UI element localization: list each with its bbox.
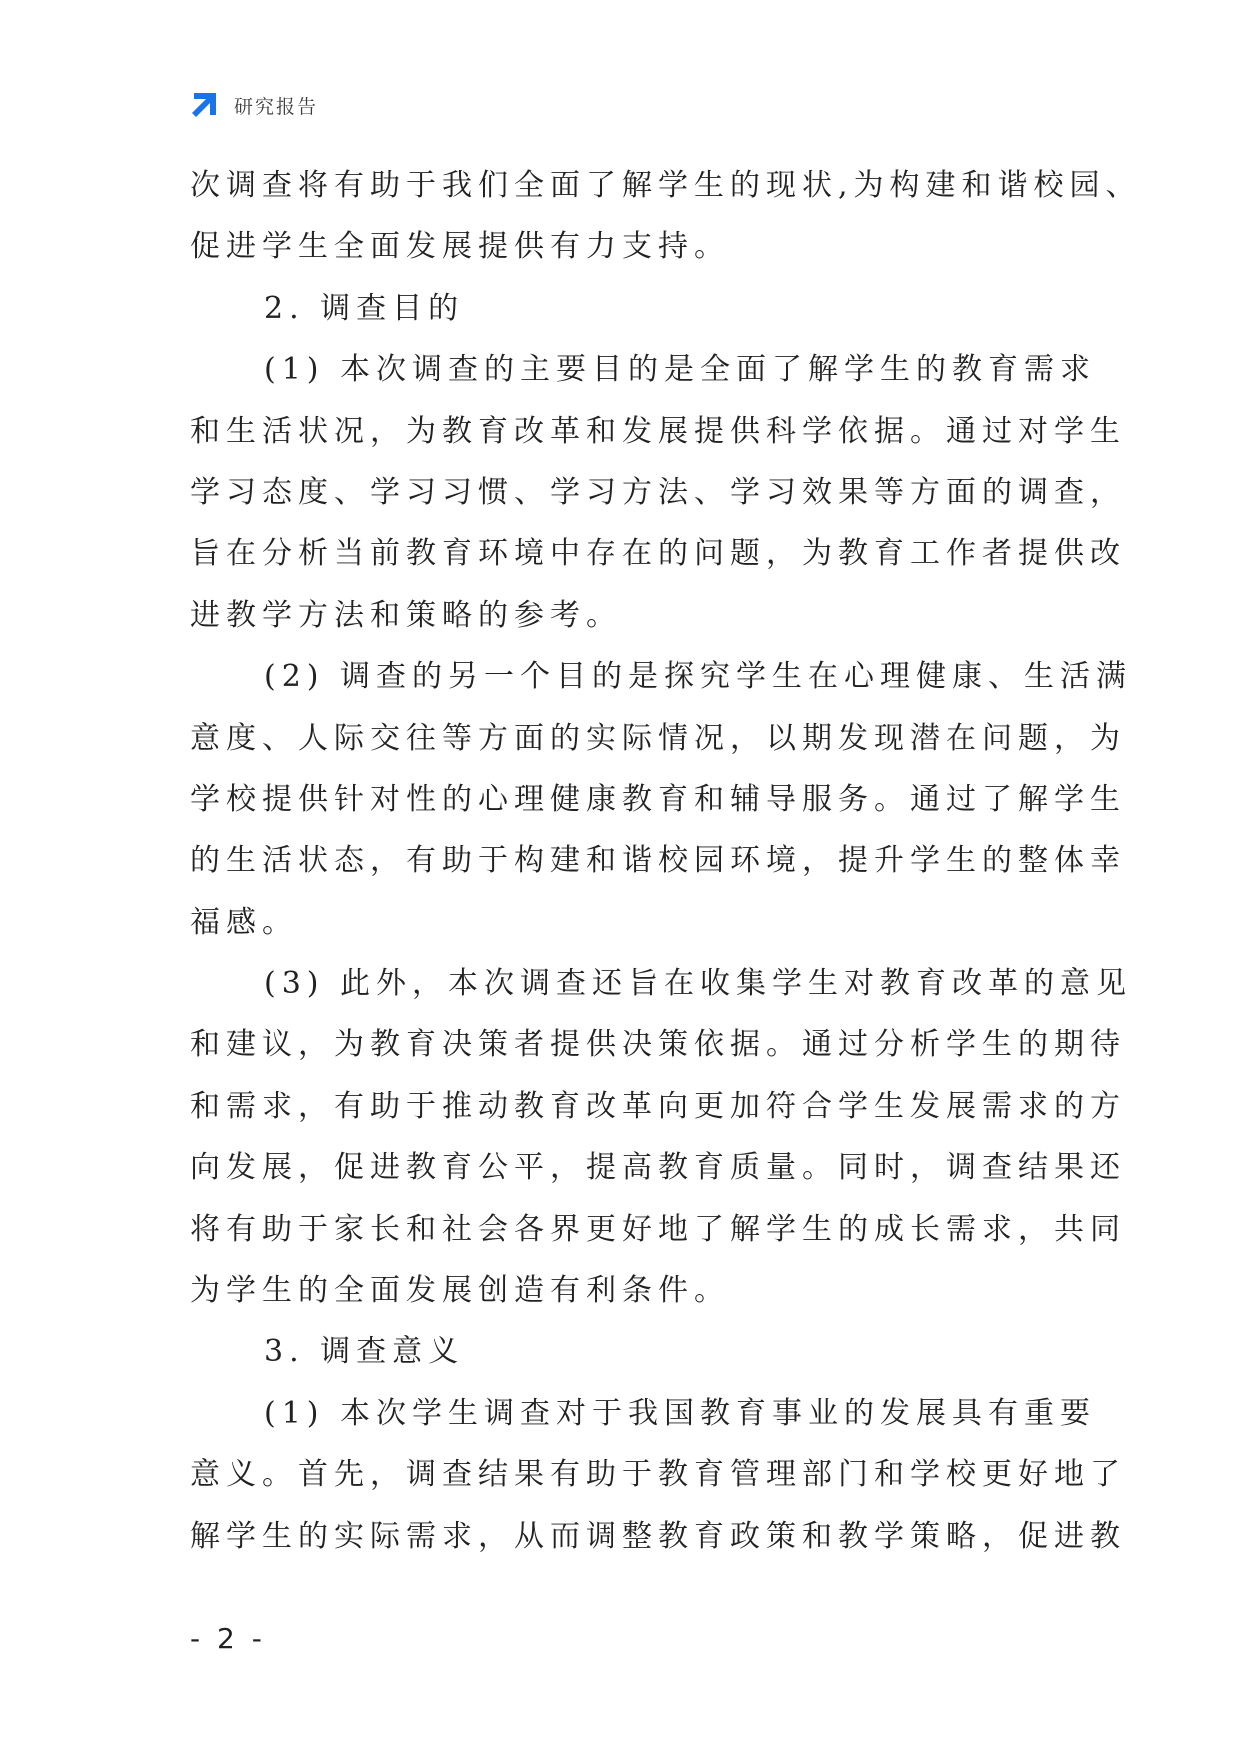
paragraph-line: 学校提供针对性的心理健康教育和辅导服务。通过了解学生 xyxy=(190,781,1126,817)
paragraph-line: 和需求，有助于推动教育改革向更加符合学生发展需求的方 xyxy=(190,1088,1126,1124)
document-body xyxy=(190,155,1142,1567)
page-number: - 2 - xyxy=(190,1622,266,1655)
paragraph-line: 将有助于家长和社会各界更好地了解学生的成长需求，共同 xyxy=(190,1211,1126,1247)
paragraph-line: (2) 调查的另一个目的是探究学生在心理健康、生活满 xyxy=(264,659,1133,695)
paragraph-line: 为学生的全面发展创造有利条件。 xyxy=(190,1273,730,1309)
paragraph-line: (3) 此外，本次调查还旨在收集学生对教育改革的意见 xyxy=(264,966,1133,1002)
paragraph-line: 意义。首先，调查结果有助于教育管理部门和学校更好地了 xyxy=(190,1457,1126,1493)
paragraph-line: 意度、人际交往等方面的实际情况，以期发现潜在问题，为 xyxy=(190,720,1126,756)
paragraph-line: 和生活状况，为教育改革和发展提供科学依据。通过对学生 xyxy=(190,413,1126,449)
paragraph-line: 学习态度、学习习惯、学习方法、学习效果等方面的调查， xyxy=(190,474,1126,510)
paragraph-line: 促进学生全面发展提供有力支持。 xyxy=(190,229,730,265)
section-heading: 3. 调查意义 xyxy=(264,1334,465,1370)
paragraph-line: 解学生的实际需求，从而调整教育政策和教学策略，促进教 xyxy=(190,1518,1126,1554)
section-heading: 2. 调查目的 xyxy=(264,290,465,326)
paragraph-line: 旨在分析当前教育环境中存在的问题，为教育工作者提供改 xyxy=(190,536,1126,572)
paragraph-line: 进教学方法和策略的参考。 xyxy=(190,597,622,633)
paragraph-line: 的生活状态，有助于构建和谐校园环境，提升学生的整体幸 xyxy=(190,843,1126,879)
header-title: 研究报告 xyxy=(234,95,319,118)
paragraph-line: 和建议，为教育决策者提供决策依据。通过分析学生的期待 xyxy=(190,1027,1126,1063)
paragraph-line: 次调查将有助于我们全面了解学生的现状,为构建和谐校园、 xyxy=(190,168,1142,203)
paragraph-line: (1) 本次学生调查对于我国教育事业的发展具有重要 xyxy=(264,1395,1097,1431)
arrow-up-right-icon xyxy=(188,89,220,121)
paragraph-line: 福感。 xyxy=(190,904,298,940)
page-header xyxy=(188,88,318,122)
paragraph-line: 向发展，促进教育公平，提高教育质量。同时，调查结果还 xyxy=(190,1150,1126,1186)
paragraph-line: (1) 本次调查的主要目的是全面了解学生的教育需求 xyxy=(264,352,1097,388)
